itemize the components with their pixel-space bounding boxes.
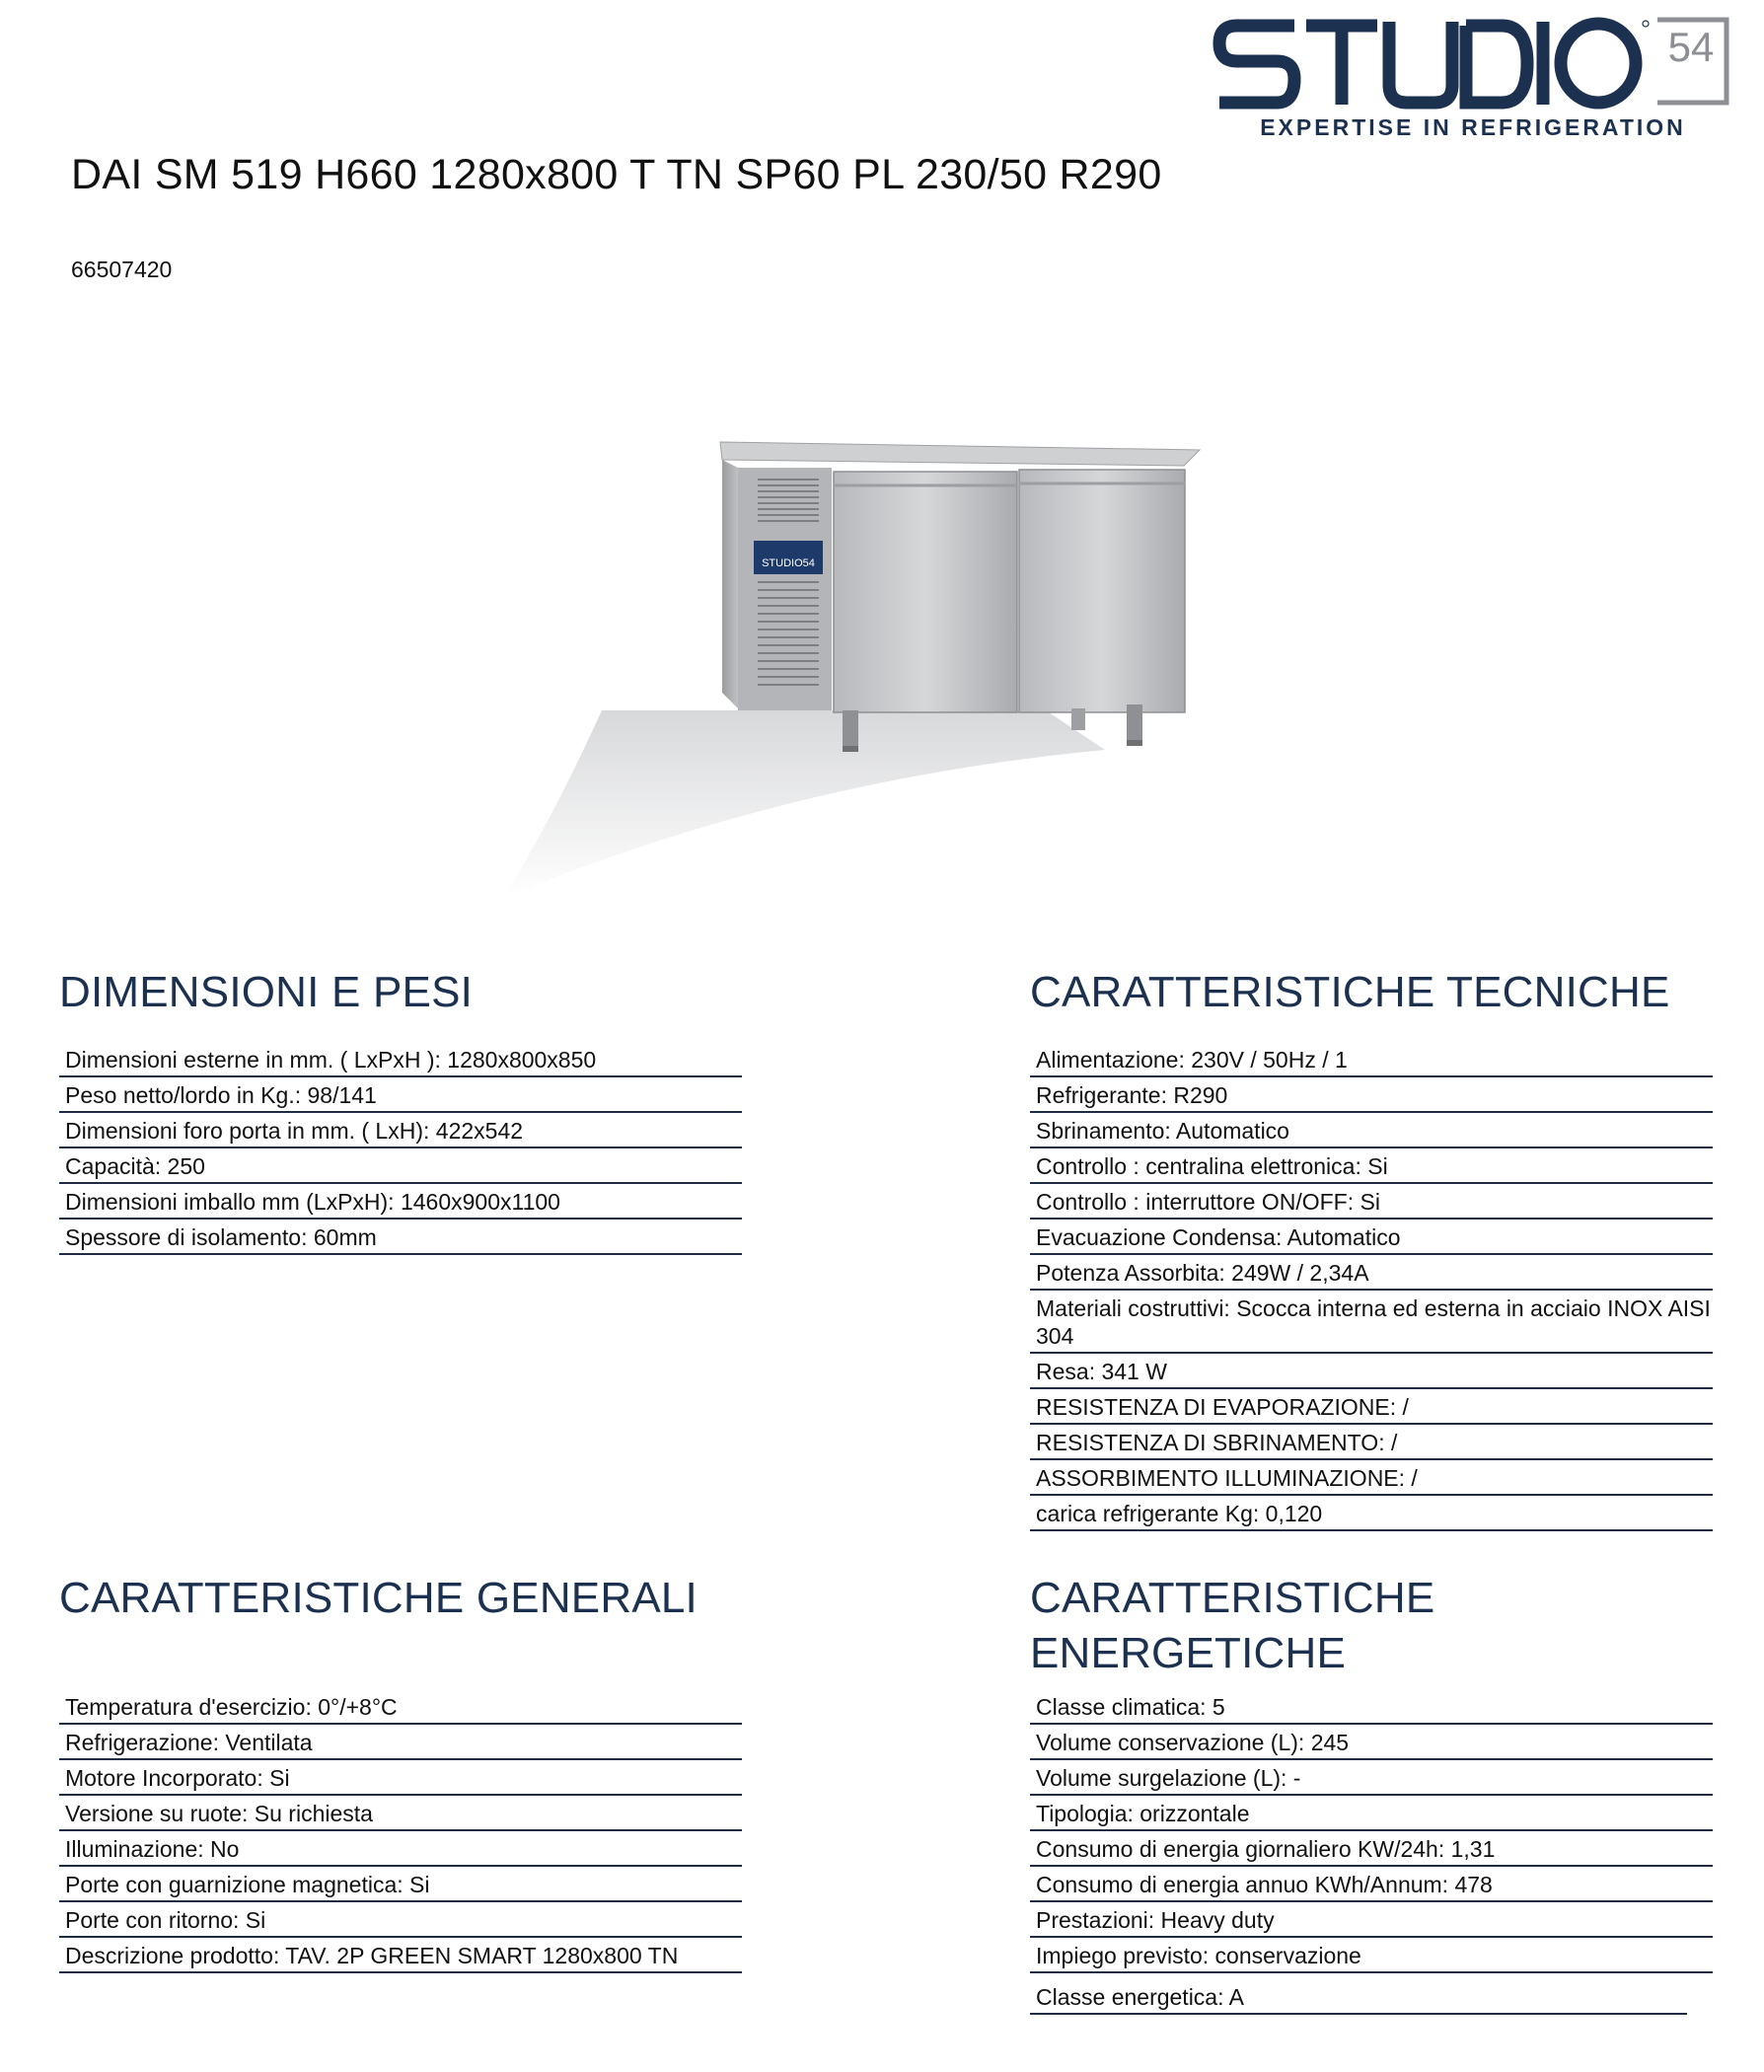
spec-row: Volume surgelazione (L): - <box>1030 1760 1713 1796</box>
spec-row: Spessore di isolamento: 60mm <box>59 1220 742 1255</box>
section-title-generali: CARATTERISTICHE GENERALI <box>59 1574 698 1622</box>
spec-row: Refrigerazione: Ventilata <box>59 1725 742 1760</box>
spec-row: Temperatura d'esercizio: 0°/+8°C <box>59 1689 742 1725</box>
product-image <box>493 424 1223 898</box>
refrigerated-counter-illustration <box>493 424 1223 898</box>
panel-label: STUDIO54 <box>762 557 815 569</box>
logo-name: STUDIO <box>1212 14 1215 15</box>
spec-row: Materiali costruttivi: Scocca interna ed esterna in acciaio INOX AISI 304 <box>1030 1291 1713 1354</box>
spec-row: ASSORBIMENTO ILLUMINAZIONE: / <box>1030 1460 1713 1496</box>
logo-tagline: EXPERTISE IN REFRIGERATION <box>1260 114 1686 140</box>
spec-list-energetiche <box>1030 1689 1713 2015</box>
product-title: DAI SM 519 H660 1280x800 T TN SP60 PL 230/50 R290 <box>71 151 1162 198</box>
section-title-dimensioni: DIMENSIONI E PESI <box>59 968 474 1016</box>
spec-row: Impiego previsto: conservazione <box>1030 1938 1713 1973</box>
spec-row: Resa: 341 W <box>1030 1354 1713 1389</box>
spec-list-generali <box>59 1689 742 1973</box>
spec-row: Descrizione prodotto: TAV. 2P GREEN SMART 1280x800 TN <box>59 1938 742 1973</box>
spec-row: Capacità: 250 <box>59 1148 742 1184</box>
section-tecniche <box>1030 965 1713 1531</box>
spec-list-tecniche <box>1030 1042 1713 1531</box>
spec-row: RESISTENZA DI EVAPORAZIONE: / <box>1030 1389 1713 1425</box>
spec-row: Classe energetica: A <box>1030 1979 1687 2015</box>
spec-row: Volume conservazione (L): 245 <box>1030 1725 1713 1760</box>
section-energetiche <box>1030 1571 1713 2015</box>
spec-row: Motore Incorporato: Si <box>59 1760 742 1796</box>
spec-row: Dimensioni imballo mm (LxPxH): 1460x900x1100 <box>59 1184 742 1220</box>
studio54-logo-graphic <box>1212 14 1734 140</box>
spec-row: Refrigerante: R290 <box>1030 1077 1713 1113</box>
brand-logo <box>1212 14 1734 140</box>
section-title-energetiche: CARATTERISTICHE ENERGETICHE <box>1030 1574 1435 1677</box>
spec-row: Potenza Assorbita: 249W / 2,34A <box>1030 1255 1713 1291</box>
spec-list-dimensioni <box>59 1042 742 1255</box>
section-dimensioni <box>59 965 742 1255</box>
logo-number: 54 <box>1667 24 1715 70</box>
spec-row: Illuminazione: No <box>59 1831 742 1867</box>
spec-row: carica refrigerante Kg: 0,120 <box>1030 1496 1713 1531</box>
section-generali <box>59 1571 742 1973</box>
spec-row: Consumo di energia giornaliero KW/24h: 1,31 <box>1030 1831 1713 1867</box>
spec-row: Versione su ruote: Su richiesta <box>59 1796 742 1831</box>
spec-row: Peso netto/lordo in Kg.: 98/141 <box>59 1077 742 1113</box>
spec-row: Porte con guarnizione magnetica: Si <box>59 1867 742 1902</box>
spec-row: Controllo : interruttore ON/OFF: Si <box>1030 1184 1713 1220</box>
spec-row: Prestazioni: Heavy duty <box>1030 1902 1713 1938</box>
section-title-tecniche: CARATTERISTICHE TECNICHE <box>1030 968 1670 1016</box>
spec-row: Evacuazione Condensa: Automatico <box>1030 1220 1713 1255</box>
spec-row: Alimentazione: 230V / 50Hz / 1 <box>1030 1042 1713 1077</box>
spec-row: Tipologia: orizzontale <box>1030 1796 1713 1831</box>
spec-row: Porte con ritorno: Si <box>59 1902 742 1938</box>
spec-row: Controllo : centralina elettronica: Si <box>1030 1148 1713 1184</box>
spec-row: Dimensioni foro porta in mm. ( LxH): 422x542 <box>59 1113 742 1148</box>
product-code: 66507420 <box>71 257 173 282</box>
spec-row: Sbrinamento: Automatico <box>1030 1113 1713 1148</box>
spec-row: Dimensioni esterne in mm. ( LxPxH ): 1280x800x850 <box>59 1042 742 1077</box>
spec-row: RESISTENZA DI SBRINAMENTO: / <box>1030 1425 1713 1460</box>
spec-row: Consumo di energia annuo KWh/Annum: 478 <box>1030 1867 1713 1902</box>
spec-row: Classe climatica: 5 <box>1030 1689 1713 1725</box>
